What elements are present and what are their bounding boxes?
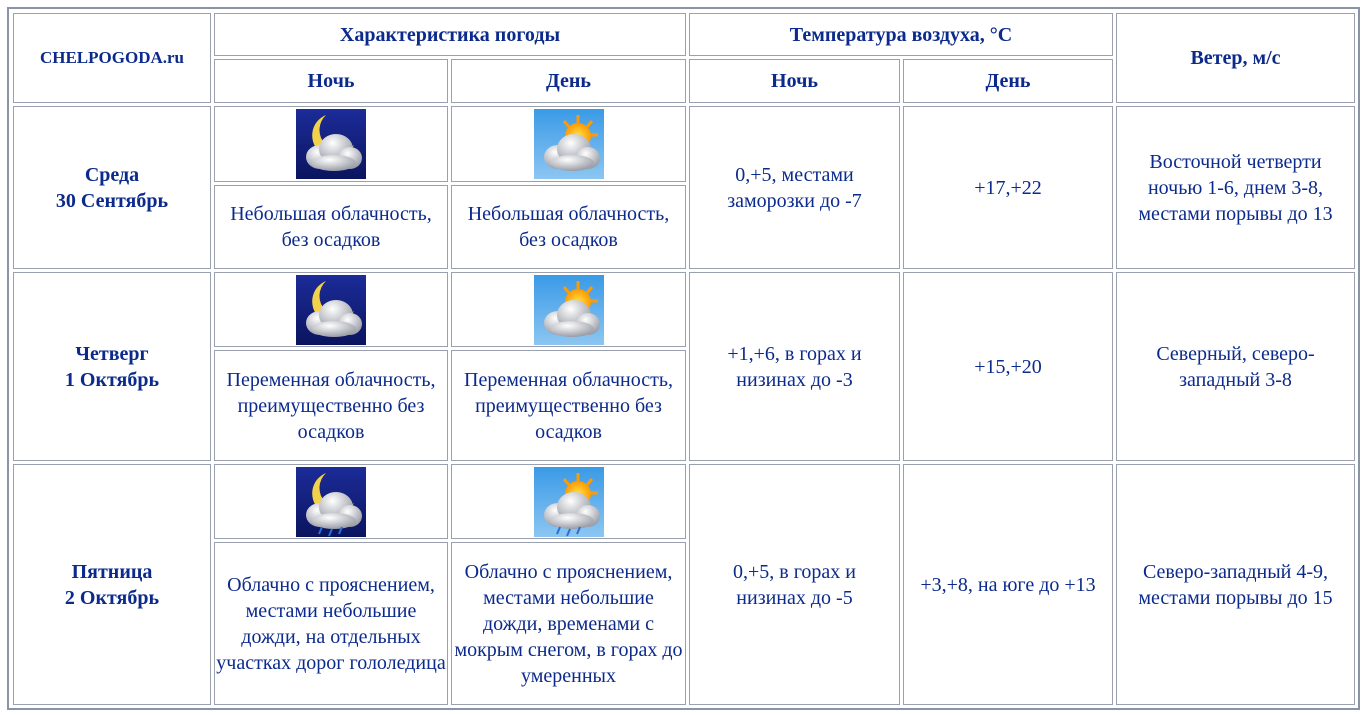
temp-night-row3 (689, 464, 900, 705)
wind-label: Ветер, м/с (1190, 47, 1281, 69)
date-label: 2 Октябрь (64, 586, 160, 609)
day-temperature: +17,+22 (974, 176, 1042, 199)
weekday-label: Среда (84, 163, 140, 186)
weather-characteristic-header (214, 13, 686, 56)
day-temperature: +3,+8, на юге до +13 (920, 573, 1096, 596)
sun-cloud-icon (534, 109, 604, 179)
date-label: 30 Сентябрь (55, 189, 169, 212)
day-description: Облачно с прояснением, местами небольшие дожди, временами с мокрым снегом, в горах до умеренных (454, 560, 683, 687)
night-description: Небольшая облачность, без осадков (230, 203, 432, 251)
night-icon-cell-row3 (214, 464, 448, 539)
weather-characteristic-label: Характеристика погоды (339, 23, 561, 46)
weekday-label: Пятница (71, 560, 153, 583)
weather-night-header (214, 59, 448, 103)
night-temperature: 0,+5, местами заморозки до -7 (727, 163, 862, 212)
weather-day-header (451, 59, 686, 103)
night-temperature: +1,+6, в горах и низинах до -3 (727, 342, 862, 391)
date-cell-row2 (13, 272, 211, 461)
weather-night-label: Ночь (307, 70, 355, 92)
date-cell-row3 (13, 464, 211, 705)
temp-night-label: Ночь (771, 70, 818, 92)
date-label: 1 Октябрь (64, 368, 160, 391)
temp-day-row1 (903, 106, 1113, 269)
night-desc-row2 (214, 350, 448, 461)
wind-row1 (1116, 106, 1355, 269)
temp-day-row3 (903, 464, 1113, 705)
day-desc-row1 (451, 185, 686, 269)
sun-cloud-icon (534, 275, 604, 345)
night-temperature: 0,+5, в горах и низинах до -5 (732, 560, 856, 609)
temp-day-row2 (903, 272, 1113, 461)
day-icon-cell-row1 (451, 106, 686, 182)
sun-cloud-rain-icon (534, 467, 604, 537)
temp-night-row1 (689, 106, 900, 269)
air-temperature-label: Температура воздуха, °C (789, 23, 1013, 46)
temp-night-row2 (689, 272, 900, 461)
brand-label: CHELPOGODA.ru (39, 48, 185, 67)
day-icon-cell-row3 (451, 464, 686, 539)
temp-day-header (903, 59, 1113, 103)
night-desc-row3 (214, 542, 448, 705)
day-desc-row3 (451, 542, 686, 705)
wind-header (1116, 13, 1355, 103)
night-description: Облачно с прояснением, местами небольшие дожди, на отдельных участках дорог гололедица (216, 573, 446, 674)
night-desc-row1 (214, 185, 448, 269)
wind-value: Восточной четверти ночью 1-6, днем 3-8, местами порывы до 13 (1138, 150, 1333, 225)
air-temperature-header (689, 13, 1113, 56)
weather-day-label: День (546, 70, 591, 92)
wind-value: Северный, северо-западный 3-8 (1156, 342, 1315, 391)
moon-cloud-rain-icon (296, 467, 366, 537)
night-icon-cell-row2 (214, 272, 448, 347)
moon-cloud-icon (296, 109, 366, 179)
night-icon-cell-row1 (214, 106, 448, 182)
wind-row2 (1116, 272, 1355, 461)
night-description: Переменная облачность, преимущественно без осадков (226, 368, 436, 443)
wind-value: Северо-западный 4-9, местами порывы до 15 (1138, 560, 1333, 609)
temp-day-label: День (985, 70, 1031, 92)
day-description: Небольшая облачность, без осадков (467, 203, 670, 251)
weekday-label: Четверг (75, 342, 149, 365)
date-cell-row1 (13, 106, 211, 269)
day-icon-cell-row2 (451, 272, 686, 347)
brand-cell (13, 13, 211, 103)
wind-row3 (1116, 464, 1355, 705)
day-temperature: +15,+20 (974, 355, 1042, 378)
day-description: Переменная облачность, преимущественно без осадков (464, 368, 673, 443)
day-desc-row2 (451, 350, 686, 461)
temp-night-header (689, 59, 900, 103)
moon-cloud-icon (296, 275, 366, 345)
